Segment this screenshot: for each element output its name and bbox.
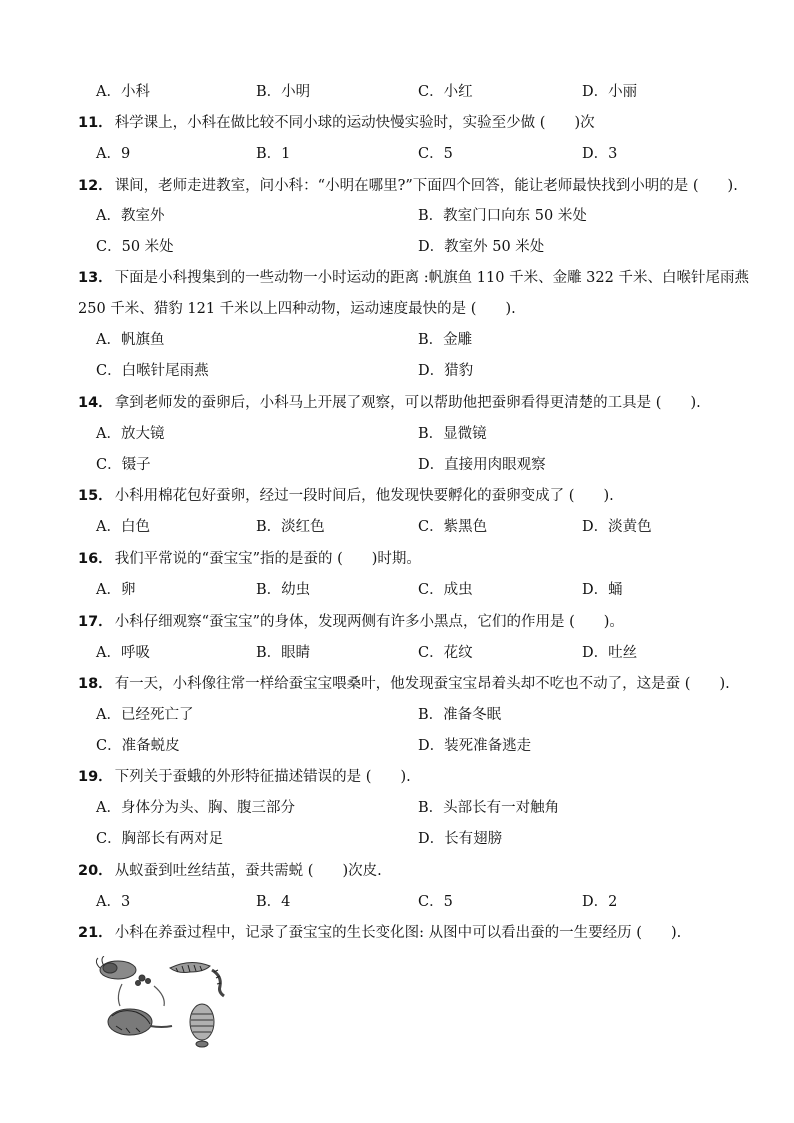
question-text: 小科仔细观察“蚕宝宝”的身体，发现两侧有许多小黑点，它们的作用是 ( )。: [114, 614, 624, 630]
question-text: 拿到老师发的蚕卵后，小科马上开展了观察，可以帮助他把蚕卵看得更清楚的工具是 ( ).: [114, 395, 701, 411]
option-c[interactable]: C．5: [418, 894, 453, 910]
option-c[interactable]: C．50 米处: [96, 239, 174, 255]
option-d[interactable]: D．长有翅膀: [418, 831, 503, 847]
question-13-stem-continued: 250 千米、猎豹 121 千米以上四种动物，运动速度最快的是 ( ).: [78, 301, 516, 317]
option-b[interactable]: B．淡红色: [256, 519, 325, 535]
option-b[interactable]: B．4: [256, 894, 291, 910]
option-a[interactable]: A．教室外: [96, 208, 165, 224]
question-number: 16．: [78, 551, 113, 567]
option-d[interactable]: D．3: [582, 146, 618, 162]
silkworm-life-cycle-figure: [92, 956, 252, 1050]
option-c[interactable]: C．镊子: [96, 457, 151, 473]
option-a[interactable]: A．身体分为头、胸、腹三部分: [96, 800, 295, 816]
question-number: 19．: [78, 769, 113, 785]
option-c[interactable]: C．5: [418, 146, 453, 162]
option-c[interactable]: C．白喉针尾雨燕: [96, 363, 209, 379]
question-text: 我们平常说的“蚕宝宝”指的是蚕的 ( )时期。: [114, 551, 421, 567]
option-a[interactable]: A．3: [96, 894, 131, 910]
option-a[interactable]: A．9: [96, 146, 131, 162]
question-number: 17．: [78, 614, 113, 630]
option-b[interactable]: B．小明: [256, 84, 311, 100]
option-d[interactable]: D．直接用肉眼观察: [418, 457, 546, 473]
adult-moth-illustration: [108, 1009, 172, 1035]
question-text: 小科用棉花包好蚕卵，经过一段时间后，他发现快要孵化的蚕卵变成了 ( ).: [114, 488, 614, 504]
option-b[interactable]: B．头部长有一对触角: [418, 800, 560, 816]
option-a[interactable]: A．帆旗鱼: [96, 332, 165, 348]
option-a[interactable]: A．卵: [96, 582, 136, 598]
option-c[interactable]: C．花纹: [418, 645, 473, 661]
moth-illustration: [96, 956, 136, 979]
option-a[interactable]: A．白色: [96, 519, 150, 535]
question-12-stem: [78, 176, 754, 196]
question-text: 科学课上，小科在做比较不同小球的运动快慢实验时，实验至少做 ( )次: [114, 115, 595, 131]
option-b[interactable]: B．幼虫: [256, 582, 311, 598]
option-a[interactable]: A．已经死亡了: [96, 707, 194, 723]
question-number: 13．: [78, 270, 113, 286]
option-d[interactable]: D．装死准备逃走: [418, 738, 532, 754]
option-d[interactable]: D．猎豹: [418, 363, 474, 379]
option-b[interactable]: B．准备冬眠: [418, 707, 502, 723]
question-14-stem: [78, 393, 754, 413]
question-16-stem: [78, 549, 754, 569]
option-c[interactable]: C．成虫: [418, 582, 473, 598]
option-d[interactable]: D．2: [582, 894, 618, 910]
question-15-stem: [78, 486, 754, 506]
question-number: 11．: [78, 115, 113, 131]
option-b[interactable]: B．1: [256, 146, 291, 162]
option-b[interactable]: B．金雕: [418, 332, 473, 348]
option-b[interactable]: B．显微镜: [418, 426, 487, 442]
option-c[interactable]: C．紫黑色: [418, 519, 488, 535]
question-number: 14．: [78, 395, 113, 411]
question-text: 下列关于蚕蛾的外形特征描述错误的是 ( ).: [114, 769, 411, 785]
question-text: 小科在养蚕过程中，记录了蚕宝宝的生长变化图: 从图中可以看出蚕的一生要经历 ( ).: [114, 925, 682, 941]
question-number: 21．: [78, 925, 113, 941]
question-text: 从蚁蚕到吐丝结茧，蚕共需蜕 ( )次皮.: [114, 863, 382, 879]
option-c[interactable]: C．小红: [418, 84, 473, 100]
cocoon-illustration: [190, 1004, 214, 1047]
eggs-illustration: [136, 975, 151, 986]
question-21-stem: [78, 923, 754, 943]
question-17-stem: [78, 612, 754, 632]
question-number: 18．: [78, 676, 113, 692]
option-c[interactable]: C．胸部长有两对足: [96, 831, 224, 847]
question-18-stem: [78, 674, 754, 694]
question-number: 20．: [78, 863, 113, 879]
question-11-stem: [78, 113, 754, 133]
option-a[interactable]: A．放大镜: [96, 426, 165, 442]
option-d[interactable]: D．小丽: [582, 84, 638, 100]
question-number: 12．: [78, 178, 113, 194]
option-a[interactable]: A．小科: [96, 84, 150, 100]
question-text: 下面是小科搜集到的一些动物一小时运动的距离 :帆旗鱼 110 千米、金雕 322 千米、白喉针尾雨燕: [114, 270, 749, 286]
option-a[interactable]: A．呼吸: [96, 645, 150, 661]
question-text: 有一天，小科像往常一样给蚕宝宝喂桑叶，他发现蚕宝宝昂着头却不吃也不动了，这是蚕 ( ).: [114, 676, 730, 692]
question-number: 15．: [78, 488, 113, 504]
option-d[interactable]: D．教室外 50 米处: [418, 239, 545, 255]
question-13-stem: [78, 268, 754, 288]
question-19-stem: [78, 767, 754, 787]
option-d[interactable]: D．蛹: [582, 582, 623, 598]
option-b[interactable]: B．眼睛: [256, 645, 311, 661]
question-20-stem: [78, 861, 754, 881]
option-b[interactable]: B．教室门口向东 50 米处: [418, 208, 587, 224]
question-text: 课间，老师走进教室，问小科：“小明在哪里?”下面四个回答，能让老师最快找到小明的是 ( ).: [114, 178, 738, 194]
larva-illustration: [170, 962, 224, 996]
option-d[interactable]: D．吐丝: [582, 645, 638, 661]
option-d[interactable]: D．淡黄色: [582, 519, 652, 535]
option-c[interactable]: C．准备蜕皮: [96, 738, 180, 754]
